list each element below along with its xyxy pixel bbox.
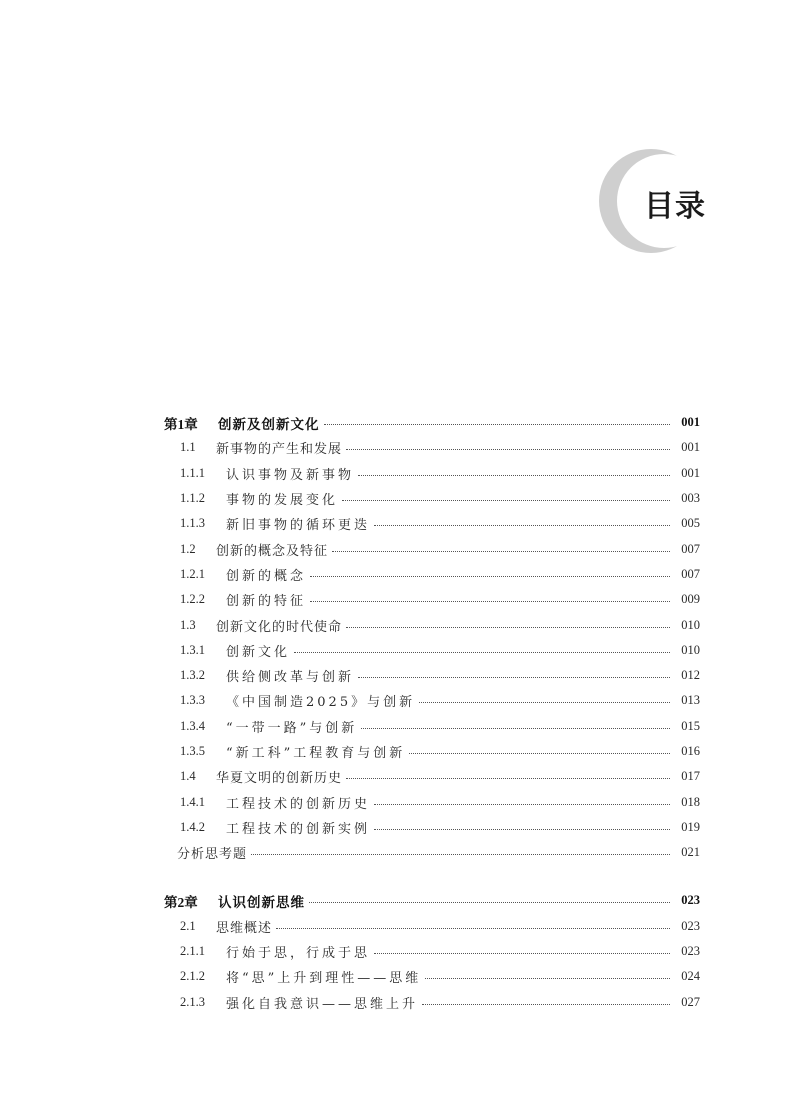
page-number: 027: [681, 994, 700, 1009]
page-number: 001: [681, 465, 700, 480]
toc-entry-2-1-3[interactable]: [164, 990, 700, 1015]
section-title: “新工科”工程教育与创新: [226, 746, 406, 761]
toc-entry-1-4[interactable]: [164, 764, 700, 789]
section-number: 1.3.2: [180, 668, 205, 683]
chapter-title: 认识创新思维: [218, 894, 305, 911]
toc-entry-1-3-5[interactable]: [164, 739, 700, 764]
section-title: 强化自我意识——思维上升: [226, 996, 419, 1012]
section-number: 1.4.2: [180, 819, 205, 834]
section-number: 1.2: [180, 541, 196, 556]
page-number: 007: [681, 566, 700, 581]
section-title: 供给侧改革与创新: [226, 670, 355, 686]
leader-dots: [276, 928, 670, 929]
toc-entry-1-2-2[interactable]: [164, 587, 700, 612]
leader-dots: [310, 601, 670, 602]
leader-dots: [324, 424, 671, 425]
chapter-title: 创新及创新文化: [218, 416, 320, 433]
section-title: 创新的概念: [226, 568, 307, 584]
section-number: 1.3.3: [180, 693, 205, 708]
section-number: 1.1.1: [180, 465, 205, 480]
section-number: 2.1.3: [180, 994, 205, 1009]
section-number: 1.2.1: [180, 566, 205, 581]
table-of-contents: [164, 410, 700, 1015]
page-number: 003: [681, 491, 700, 506]
page-number: 023: [681, 893, 700, 908]
page-title: 目录: [644, 189, 706, 224]
page-number: 007: [681, 541, 700, 556]
section-number: 1.4: [180, 769, 196, 784]
toc-entry-1-1-3[interactable]: [164, 511, 700, 536]
section-title: 创新的概念及特征: [216, 543, 329, 559]
section-title: 事物的发展变化: [226, 493, 339, 509]
leader-dots: [358, 475, 670, 476]
chapter-2-heading[interactable]: [164, 888, 700, 913]
leader-dots: [342, 500, 670, 501]
leader-dots: [346, 778, 670, 779]
section-number: 1.3.5: [180, 744, 205, 758]
toc-entry-1-2[interactable]: [164, 536, 700, 561]
toc-entry-1-1-2[interactable]: [164, 486, 700, 511]
leader-dots: [422, 1004, 670, 1005]
page-number: 015: [681, 718, 700, 733]
leader-dots: [425, 978, 670, 979]
toc-entry-2-1-1[interactable]: [164, 939, 700, 964]
section-title: 华夏文明的创新历史: [216, 771, 343, 787]
section-title: 分析思考题: [177, 847, 248, 863]
toc-entry-1-1[interactable]: [164, 435, 700, 460]
section-title: 创新文化: [226, 644, 291, 660]
chapter-number: 第2章: [164, 894, 198, 910]
leader-dots: [374, 953, 670, 954]
section-number: 2.1.2: [180, 969, 205, 984]
page-number: 019: [681, 819, 700, 834]
page-number: 018: [681, 794, 700, 809]
page-number: 013: [681, 693, 700, 708]
toc-entry-1-1-1[interactable]: [164, 461, 700, 486]
toc-entry-1-3-4[interactable]: [164, 714, 700, 739]
section-number: 1.2.2: [180, 592, 205, 607]
chapter-spacer: [164, 865, 700, 888]
page-number: 021: [681, 845, 700, 860]
section-title: “一带一路”与创新: [226, 720, 358, 736]
chapter-1-heading[interactable]: [164, 410, 700, 435]
section-title: 工程技术的创新实例: [226, 821, 371, 837]
toc-entry-1-4-2[interactable]: [164, 815, 700, 840]
section-number: 1.3.4: [180, 718, 205, 733]
leader-dots: [309, 902, 670, 903]
toc-entry-1-3[interactable]: [164, 612, 700, 637]
page-number: 024: [681, 969, 700, 984]
leader-dots: [346, 627, 670, 628]
leader-dots: [374, 525, 670, 526]
leader-dots: [361, 728, 670, 729]
section-title: 将“思”上升到理性——思维: [226, 971, 422, 987]
section-title: 创新的特征: [226, 594, 307, 610]
section-number: 1.4.1: [180, 794, 205, 809]
section-title: 新事物的产生和发展: [216, 442, 343, 458]
page-number: 010: [681, 617, 700, 632]
section-number: 1.3.1: [180, 642, 205, 657]
leader-dots: [294, 652, 670, 653]
leader-dots: [419, 702, 670, 703]
section-title: 认识事物及新事物: [226, 467, 355, 483]
toc-entry-2-1[interactable]: [164, 914, 700, 939]
leader-dots: [346, 449, 670, 450]
leader-dots: [332, 551, 670, 552]
page-number: 012: [681, 668, 700, 683]
section-title: 工程技术的创新历史: [226, 796, 371, 812]
leader-dots: [374, 804, 670, 805]
leader-dots: [409, 753, 670, 754]
chapter-number: 第1章: [164, 416, 198, 432]
section-title: 行始于思，行成于思: [226, 946, 371, 962]
section-number: 2.1: [180, 918, 196, 933]
leader-dots: [374, 829, 670, 830]
toc-entry-1-4-1[interactable]: [164, 789, 700, 814]
page-number: 005: [681, 516, 700, 531]
page-number: 016: [681, 744, 700, 758]
page-number: 023: [681, 918, 700, 933]
toc-entry-questions[interactable]: [164, 840, 700, 865]
toc-entry-2-1-2[interactable]: [164, 964, 700, 989]
toc-entry-1-3-2[interactable]: [164, 663, 700, 688]
toc-entry-1-3-1[interactable]: [164, 638, 700, 663]
page-number: 001: [681, 440, 700, 455]
toc-entry-1-2-1[interactable]: [164, 562, 700, 587]
leader-dots: [358, 677, 670, 678]
section-title: 思维概述: [216, 920, 273, 936]
page-number: 009: [681, 592, 700, 607]
section-number: 1.1.3: [180, 516, 205, 531]
section-number: 1.1.2: [180, 491, 205, 506]
toc-entry-1-3-3[interactable]: [164, 688, 700, 713]
leader-dots: [251, 854, 670, 855]
leader-dots: [310, 576, 670, 577]
section-number: 1.1: [180, 440, 196, 455]
section-number: 2.1.1: [180, 944, 205, 959]
page-number: 017: [681, 769, 700, 784]
section-title: 《中国制造2025》与创新: [226, 695, 416, 711]
page-number: 023: [681, 944, 700, 959]
section-title: 新旧事物的循环更迭: [226, 518, 371, 534]
page-number: 010: [681, 642, 700, 657]
section-number: 1.3: [180, 617, 196, 632]
section-title: 创新文化的时代使命: [216, 619, 343, 635]
page-number: 001: [681, 415, 700, 430]
